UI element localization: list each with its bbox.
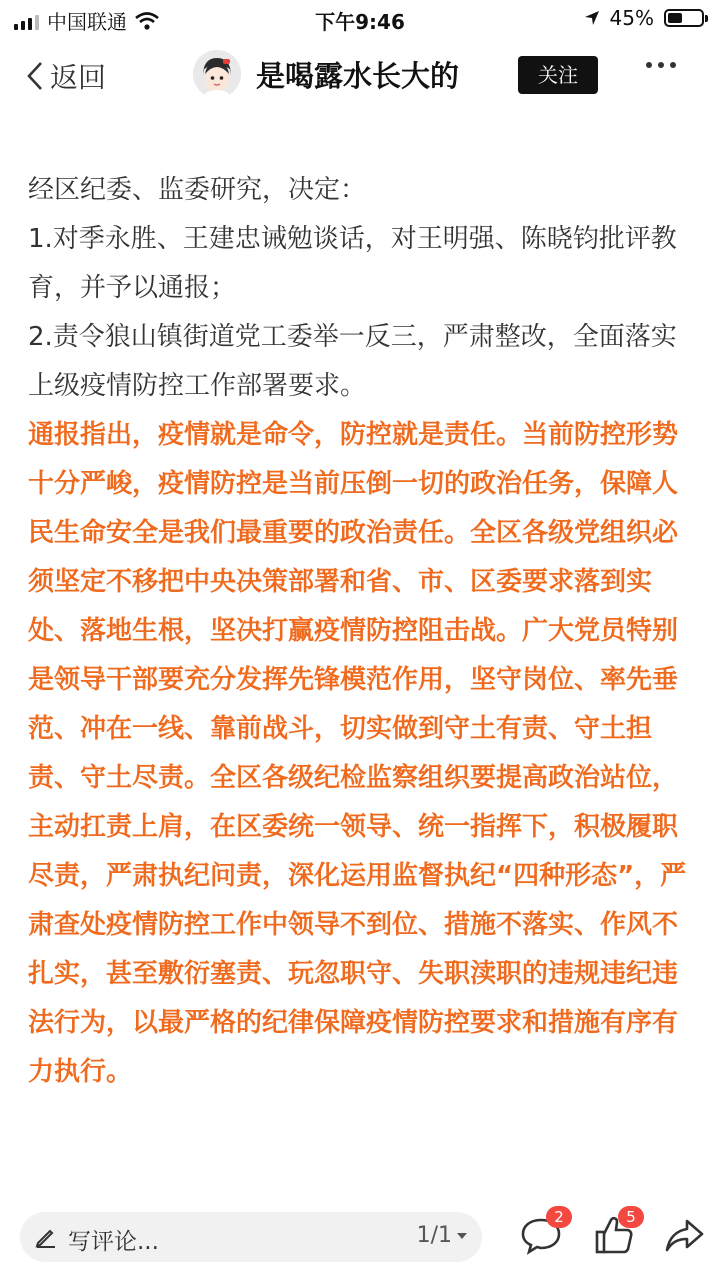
page-selector[interactable] <box>417 1223 468 1248</box>
status-bar <box>0 0 720 36</box>
status-time: 下午9:46 <box>315 10 405 34</box>
avatar[interactable] <box>193 50 241 98</box>
back-button[interactable] <box>26 56 106 96</box>
back-chevron-icon <box>26 61 44 91</box>
like-button[interactable] <box>594 1208 636 1260</box>
comment-input[interactable] <box>20 1212 482 1262</box>
bottom-bar <box>0 1204 720 1280</box>
carrier-label: 中国联通 <box>47 10 127 34</box>
highlight-paragraph: 通报指出，疫情就是命令，防控就是责任。当前防控形势十分严峻，疫情防控是当前压倒一切的政治任务，保障人民生命安全是我们最重要的政治责任。全区各级党组织必须坚定不移把中央决策部署和省、市、区委要求落到实处、落地生根，坚决打赢疫情防控阻击战。广大党员特别是领导干部要充分发挥先锋模范作用，坚守岗位、率先垂范、冲在一线、靠前战斗，切实做到守土有责、守土担责、守土尽责。全区各级纪检监察组织要提高政治站位，主动扛责上肩，在区委统一领导、统一指挥下，积极履职尽责，严肃执纪问责，深化运用监督执纪“四种形态”，严肃查处疫情防控工作中领导不到位、措施不落实、作风不扎实，甚至敷衍塞责、玩忽职守、失职渎职的违规违纪违法行为，以最严格的纪律保障疫情防控要求和措施有序有力执行。 <box>28 420 687 1087</box>
back-label: 返回 <box>50 61 107 94</box>
more-dots-icon[interactable] <box>646 62 676 68</box>
location-icon <box>584 10 600 26</box>
avatar-image <box>193 50 241 98</box>
pencil-icon <box>34 1225 58 1249</box>
like-count-badge: 5 <box>618 1206 644 1228</box>
battery-percent: 45% <box>609 6 654 30</box>
comment-count-badge: 2 <box>546 1206 572 1228</box>
battery-icon <box>664 9 704 27</box>
follow-button[interactable]: 关注 <box>518 56 598 94</box>
share-icon <box>664 1218 704 1254</box>
caret-down-icon <box>456 1232 468 1240</box>
article-paragraph: 1.对季永胜、王建忠诫勉谈话，对王明强、陈晓钧批评教育，并予以通报； <box>28 224 677 303</box>
article-paragraph: 2.责令狼山镇街道党工委举一反三，严肃整改，全面落实上级疫情防控工作部署要求。 <box>28 322 677 401</box>
status-right <box>584 6 704 30</box>
share-button[interactable] <box>664 1218 704 1258</box>
nav-bar <box>0 36 720 116</box>
article-paragraph: 经区纪委、监委研究，决定： <box>28 175 367 205</box>
comment-placeholder: 写评论... <box>68 1229 159 1255</box>
comment-button[interactable] <box>520 1208 564 1260</box>
article-body <box>28 166 698 1097</box>
pager-label: 1/1 <box>416 1223 452 1248</box>
author-name[interactable]: 是喝露水长大的 <box>256 59 460 93</box>
